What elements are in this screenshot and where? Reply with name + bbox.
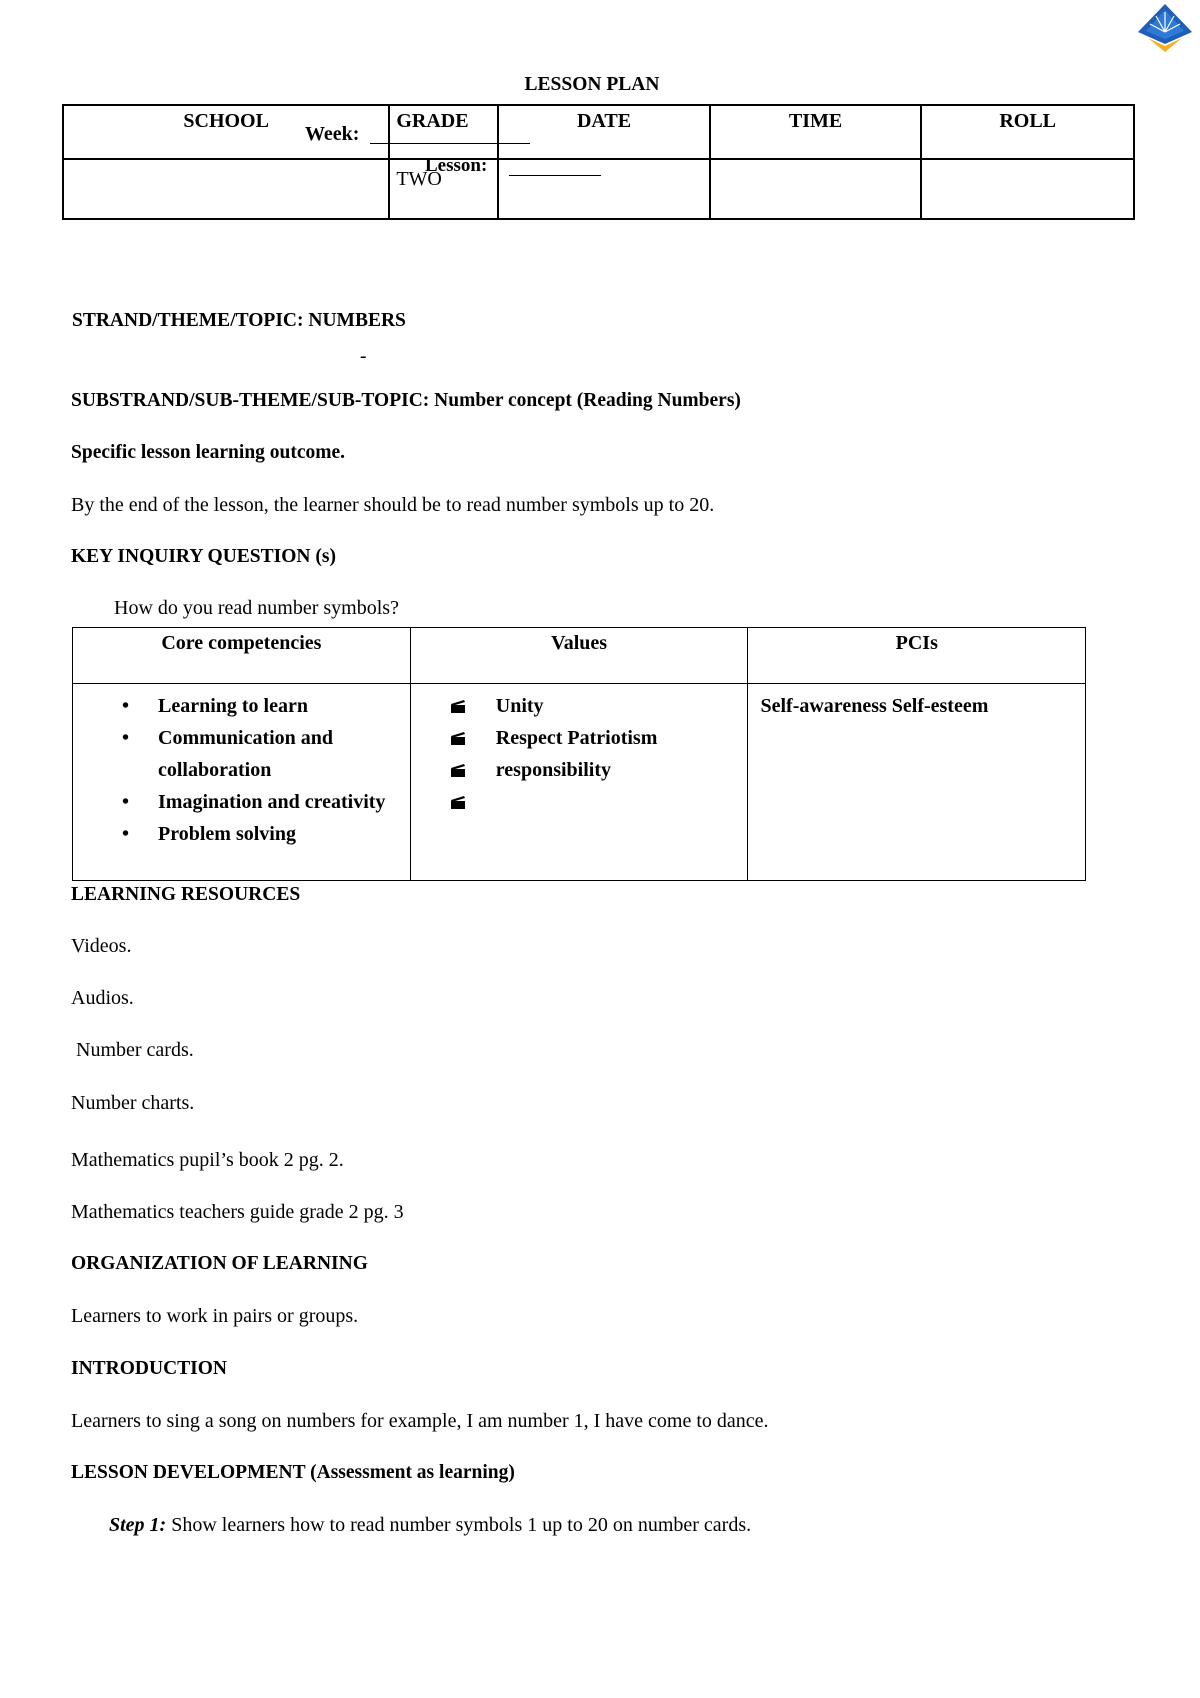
list-item: • Communication and collaboration xyxy=(122,727,334,781)
list-item: • Problem solving xyxy=(122,823,296,845)
core-competencies-header: Core competencies xyxy=(73,628,411,684)
time-header: TIME xyxy=(710,105,922,159)
grade-header: GRADE xyxy=(389,105,498,159)
resource-item: Number cards. xyxy=(71,1039,194,1061)
step-1-text: Show learners how to read number symbols 1 up to 20 on number cards. xyxy=(166,1514,752,1536)
resource-item: Mathematics pupil’s book 2 pg. 2. xyxy=(71,1149,344,1171)
resource-item: Audios. xyxy=(71,987,134,1009)
clapperboard-icon xyxy=(450,795,466,809)
values-header: Values xyxy=(410,628,748,684)
time-cell xyxy=(710,159,922,219)
outcome-heading: Specific lesson learning outcome. xyxy=(71,442,346,463)
grade-value: TWO xyxy=(389,159,498,219)
brand-logo-icon xyxy=(1136,2,1194,54)
pcis-cell: Self-awareness Self-esteem xyxy=(748,684,1086,881)
development-heading: LESSON DEVELOPMENT (Assessment as learning) xyxy=(71,1462,515,1483)
week-blank-line xyxy=(370,143,530,144)
substrand-heading: SUBSTRAND/SUB-THEME/SUB-TOPIC: Number concept (Reading Numbers) xyxy=(71,390,741,411)
resources-heading: LEARNING RESOURCES xyxy=(71,884,301,905)
list-item: • Learning to learn xyxy=(122,695,308,717)
outcome-text: By the end of the lesson, the learner should be to read number symbols up to 20. xyxy=(71,494,715,516)
values-cell xyxy=(410,684,748,881)
roll-cell xyxy=(921,159,1134,219)
competencies-table xyxy=(72,627,1086,881)
introduction-heading: INTRODUCTION xyxy=(71,1358,228,1379)
date-header: DATE xyxy=(498,105,710,159)
clapperboard-icon xyxy=(450,699,466,713)
school-cell xyxy=(63,159,389,219)
list-item: responsibility xyxy=(412,754,747,786)
school-header: SCHOOL xyxy=(63,105,389,159)
resource-item: Videos. xyxy=(71,935,132,957)
clapperboard-icon xyxy=(450,763,466,777)
inquiry-text: How do you read number symbols? xyxy=(114,597,399,619)
lesson-blank-line xyxy=(509,175,601,176)
resource-item: Mathematics teachers guide grade 2 pg. 3 xyxy=(71,1201,404,1223)
list-item: Respect Patriotism xyxy=(412,722,747,754)
organization-text: Learners to work in pairs or groups. xyxy=(71,1305,359,1327)
introduction-text: Learners to sing a song on numbers for example, I am number 1, I have come to dance. xyxy=(71,1410,769,1432)
resource-item: Number charts. xyxy=(71,1092,195,1114)
clapperboard-icon xyxy=(450,731,466,745)
header-table xyxy=(62,104,1135,220)
dash-mark: - xyxy=(360,346,367,367)
date-cell xyxy=(498,159,710,219)
organization-heading: ORGANIZATION OF LEARNING xyxy=(71,1253,368,1274)
week-label: Week: xyxy=(305,123,360,145)
lesson-label: Lesson: xyxy=(425,155,488,176)
list-item: Unity xyxy=(412,690,747,722)
step-1-line xyxy=(109,1514,751,1537)
list-item: • Imagination and creativity xyxy=(122,791,386,813)
inquiry-heading: KEY INQUIRY QUESTION (s) xyxy=(71,546,336,567)
pcis-header: PCIs xyxy=(748,628,1086,684)
list-item xyxy=(412,786,747,818)
strand-heading: STRAND/THEME/TOPIC: NUMBERS xyxy=(72,310,406,331)
page-title: LESSON PLAN xyxy=(524,74,660,95)
competencies-cell xyxy=(73,684,411,881)
roll-header: ROLL xyxy=(921,105,1134,159)
step-1-label: Step 1: xyxy=(109,1514,167,1536)
